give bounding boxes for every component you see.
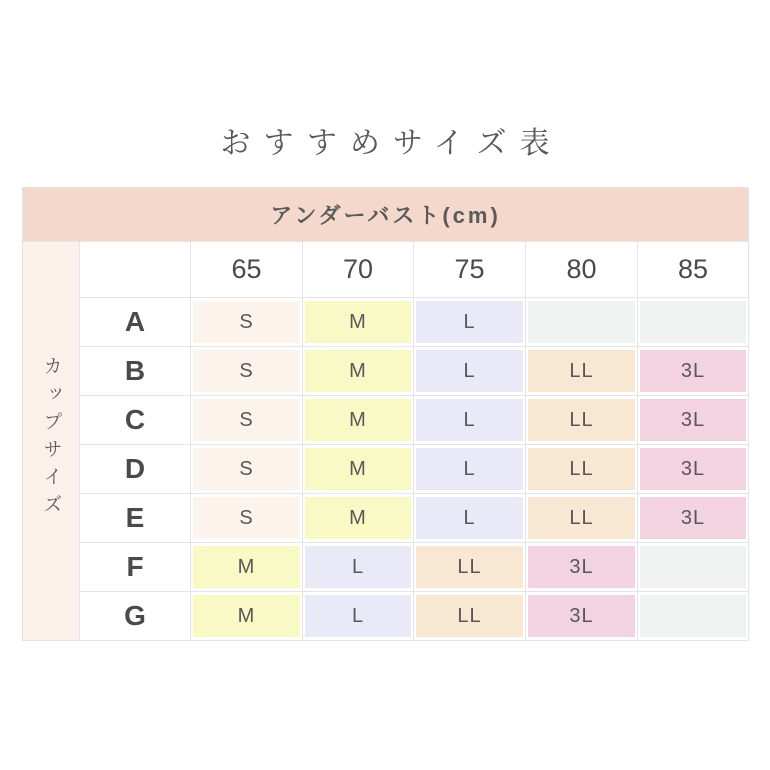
size-cell [191, 445, 303, 494]
size-cell-fill: M [305, 350, 411, 392]
size-cell-empty [640, 301, 746, 343]
size-cell [414, 445, 526, 494]
cup-row-B [23, 347, 749, 396]
page-title: おすすめサイズ表 [220, 127, 563, 160]
size-cell [191, 396, 303, 445]
size-cell [303, 592, 414, 641]
col-header-80: 80 [526, 242, 638, 298]
cup-row-A [23, 298, 749, 347]
size-cell [303, 494, 414, 543]
size-cell-fill: L [305, 595, 411, 637]
size-cell-fill: M [305, 399, 411, 441]
corner-cell [80, 242, 191, 298]
cup-label-A: A [80, 298, 191, 347]
cup-label-B: B [80, 347, 191, 396]
size-cell [303, 298, 414, 347]
size-cell [191, 543, 303, 592]
size-cell [191, 347, 303, 396]
size-cell-fill: S [193, 301, 300, 343]
cup-label-G: G [80, 592, 191, 641]
cup-row-E [23, 494, 749, 543]
size-cell-fill: S [193, 350, 300, 392]
size-cell [526, 592, 638, 641]
size-table [22, 187, 749, 641]
size-cell [526, 347, 638, 396]
size-cell [638, 396, 749, 445]
size-cell [638, 494, 749, 543]
size-cell-fill: LL [528, 399, 635, 441]
size-cell-fill: S [193, 448, 300, 490]
size-cell [526, 494, 638, 543]
size-cell [414, 543, 526, 592]
size-cell [526, 396, 638, 445]
size-cell-fill: L [416, 497, 523, 539]
size-cell [638, 592, 749, 641]
size-cell [191, 494, 303, 543]
size-cell-fill: 3L [640, 448, 746, 490]
underbust-header: アンダーバスト(cm) [23, 188, 749, 242]
size-cell [303, 543, 414, 592]
cup-size-label: カップサイズ [40, 355, 62, 522]
size-cell-fill: M [305, 301, 411, 343]
size-cell [638, 543, 749, 592]
size-cell [414, 298, 526, 347]
size-cell [526, 543, 638, 592]
size-cell [414, 494, 526, 543]
size-cell [638, 347, 749, 396]
size-cell [414, 347, 526, 396]
size-cell [526, 445, 638, 494]
col-header-75: 75 [414, 242, 526, 298]
size-cell [638, 445, 749, 494]
size-cell-fill: 3L [528, 546, 635, 588]
cup-label-C: C [80, 396, 191, 445]
size-cell-fill: L [305, 546, 411, 588]
cup-row-C [23, 396, 749, 445]
size-cell-fill: 3L [640, 497, 746, 539]
size-cell [191, 592, 303, 641]
col-header-85: 85 [638, 242, 749, 298]
size-cell [303, 445, 414, 494]
size-cell [303, 396, 414, 445]
size-cell [303, 347, 414, 396]
size-cell [414, 592, 526, 641]
cup-label-D: D [80, 445, 191, 494]
size-cell-fill: L [416, 350, 523, 392]
col-header-row [23, 242, 749, 298]
size-cell [191, 298, 303, 347]
size-cell [638, 298, 749, 347]
cup-row-G [23, 592, 749, 641]
size-cell-fill: S [193, 497, 300, 539]
size-cell [414, 396, 526, 445]
size-cell-fill: LL [528, 497, 635, 539]
size-cell-fill: LL [416, 595, 523, 637]
col-header-65: 65 [191, 242, 303, 298]
size-cell-fill: LL [528, 350, 635, 392]
size-cell-fill: 3L [640, 399, 746, 441]
cup-row-D [23, 445, 749, 494]
size-cell-fill: M [193, 546, 300, 588]
size-cell-fill: S [193, 399, 300, 441]
underbust-header-row [23, 188, 749, 242]
cup-label-F: F [80, 543, 191, 592]
size-cell-fill: 3L [640, 350, 746, 392]
size-cell [526, 298, 638, 347]
size-cell-fill: LL [416, 546, 523, 588]
size-cell-fill: M [305, 448, 411, 490]
size-cell-fill: M [193, 595, 300, 637]
cup-label-E: E [80, 494, 191, 543]
cup-row-F [23, 543, 749, 592]
size-cell-fill: LL [528, 448, 635, 490]
size-cell-empty [640, 595, 746, 637]
size-cell-empty [528, 301, 635, 343]
size-cell-fill: L [416, 301, 523, 343]
size-cell-empty [640, 546, 746, 588]
cup-size-side-cell [23, 242, 80, 641]
col-header-70: 70 [303, 242, 414, 298]
size-cell-fill: 3L [528, 595, 635, 637]
size-cell-fill: L [416, 448, 523, 490]
size-cell-fill: L [416, 399, 523, 441]
size-cell-fill: M [305, 497, 411, 539]
